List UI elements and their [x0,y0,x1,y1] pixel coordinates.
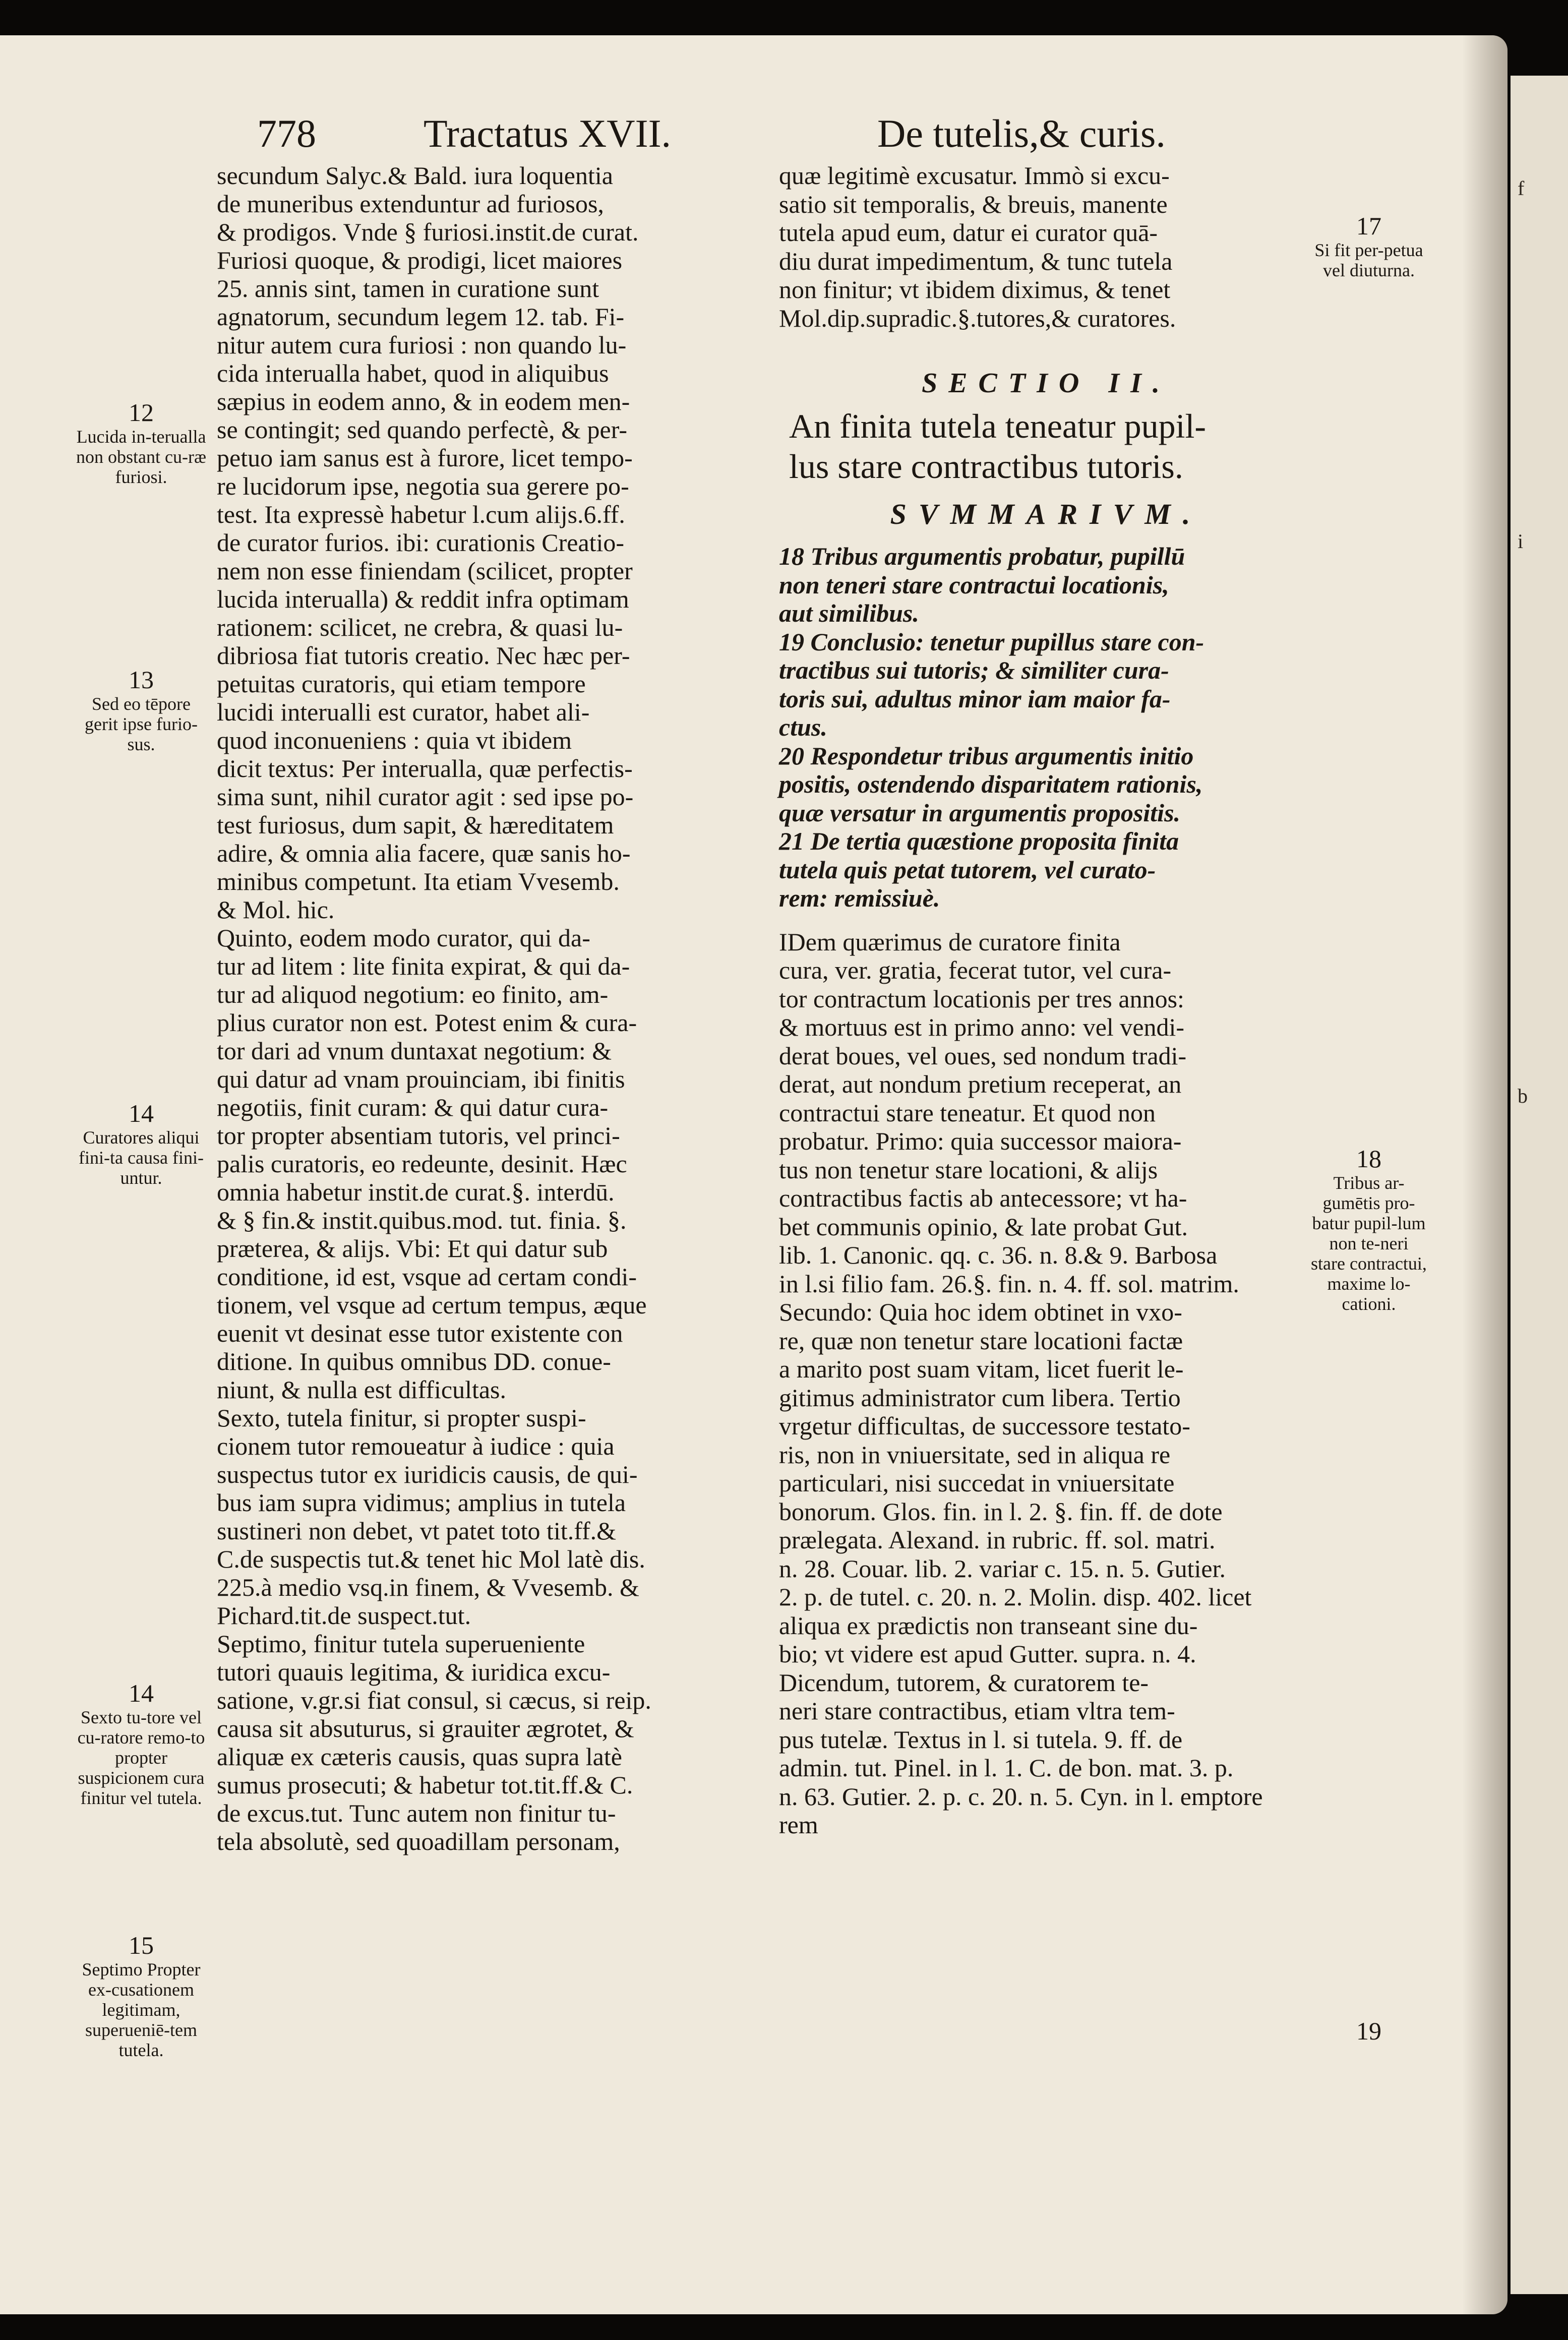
text-line: lib. 1. Canonic. qq. c. 36. n. 8.& 9. Barbosa [779,1241,1218,1269]
page-gutter-shadow [1462,35,1507,2314]
text-line: Sexto, tutela finitur, si propter suspi- [217,1404,586,1432]
text-line: omnia habetur instit.de curat.§. interdū. [217,1178,615,1206]
page-number: 778 [257,111,316,155]
section-title-line-2: lus stare contractibus tutoris. [789,447,1183,486]
left-text-column [217,161,756,1855]
text-line: ditione. In quibus omnibus DD. conue- [217,1347,611,1375]
text-line: sumus prosecuti; & habetur tot.tit.ff.& C. [217,1771,633,1799]
text-line: pus tutelæ. Textus in l. si tutela. 9. ff. de [779,1725,1183,1754]
text-line: 225.à medio vsq.in finem, & Vvesemb. & [217,1573,639,1601]
margin-note-14b: 14 Sexto tu-tore vel cu-ratore remo-to propter suspicionem cura finitur vel tutela. [77,1679,205,1808]
text-line: admin. tut. Pinel. in l. 1. C. de bon. mat. 3. p. [779,1754,1234,1782]
text-line: C.de suspectis tut.& tenet hic Mol latè dis. [217,1545,645,1573]
text-line: prælegata. Alexand. in rubric. ff. sol. matri. [779,1526,1216,1554]
summary-item: quæ versatur in argumentis propositis. [779,798,1181,827]
text-line: tionem, vel vsque ad certum tempus, æque [217,1291,647,1319]
text-line: & Mol. hic. [217,895,335,924]
text-line: probatur. Primo: quia successor maiora- [779,1127,1182,1155]
text-line: sæpius in eodem anno, & in eodem men- [217,387,630,415]
text-line: lucida interualla) & reddit infra optimam [217,585,629,613]
text-line: tor dari ad vnum duntaxat negotium: & [217,1037,612,1065]
summary-item: positis, ostendendo disparitatem rationis, [779,770,1203,798]
text-line: test furiosus, dum sapit, & hæreditatem [217,811,614,839]
margin-note-19: 19 [1356,2017,1381,2045]
right-text-column [779,161,1313,1839]
margin-note-17: 17 Si fit per-petua vel diuturna. [1314,212,1423,280]
text-line: Mol.dip.supradic.§.tutores,& curatores. [779,304,1176,332]
text-line: bus iam supra vidimus; amplius in tutela [217,1488,626,1517]
summary-item: rem: remissiuè. [779,884,940,912]
text-line: non finitur; vt ibidem diximus, & tenet [779,275,1171,304]
adjacent-page-fragment: i [1518,530,1524,553]
summary-item: ctus. [779,713,827,741]
text-line: tur ad litem : lite finita expirat, & qui da- [217,952,630,980]
margin-note-12: 12 Lucida in-terualla non obstant cu-ræ furiosi. [76,398,206,487]
text-line: a marito post suam vitam, licet fuerit le- [779,1355,1184,1383]
text-line: gitimus administrator cum libera. Tertio [779,1383,1181,1412]
text-line: bonorum. Glos. fin. in l. 2. §. fin. ff. de dote [779,1497,1223,1526]
margin-note-18: 18 Tribus ar-gumētis pro-batur pupil-lum non te-neri stare contractui, maxime lo-cationi. [1311,1145,1427,1314]
text-line: plius curator non est. Potest enim & cura- [217,1008,637,1037]
text-line: nem non esse finiendam (scilicet, propter [217,557,633,585]
text-line: dibriosa fiat tutoris creatio. Nec hæc per- [217,641,630,670]
text-line: quod inconueniens : quia vt ibidem [217,726,572,754]
summary-item: tutela quis petat tutorem, vel curato- [779,855,1156,884]
summary-item: non teneri stare contractui locationis, [779,570,1169,599]
text-line: satio sit temporalis, & breuis, manente [779,190,1168,218]
running-title-left: Tractatus XVII. [424,111,672,155]
text-line: rem [779,1811,818,1839]
text-line: re lucidorum ipse, negotia sua gerere po- [217,472,629,500]
text-line: causa sit absuturus, si grauiter ægrotet, & [217,1714,634,1743]
text-line: tutela apud eum, datur ei curator quā- [779,218,1158,247]
text-line: in l.si filio fam. 26.§. fin. n. 4. ff. sol. matrim. [779,1269,1239,1298]
summary-item: 20 Respondetur tribus argumentis initio [779,741,1194,770]
right-column-body-text [779,928,1313,1839]
text-line: rationem: scilicet, ne crebra, & quasi lu- [217,613,623,641]
adjacent-page-fragment: f [1518,177,1525,200]
text-line: nitur autem cura furiosi : non quando lu- [217,331,627,359]
text-line: ris, non in vniuersitate, sed in aliqua re [779,1440,1171,1469]
text-line: Secundo: Quia hoc idem obtinet in vxo- [779,1298,1182,1326]
text-line: contractui stare teneatur. Et quod non [779,1098,1156,1127]
text-line: Quinto, eodem modo curator, qui da- [217,924,590,952]
text-line: cura, ver. gratia, fecerat tutor, vel cura- [779,956,1172,984]
text-line: agnatorum, secundum legem 12. tab. Fi- [217,303,625,331]
margin-note-13: 13 Sed eo tēpore gerit ipse furio-sus. [85,666,198,754]
text-line: contractibus factis ab antecessore; vt ha- [779,1184,1187,1212]
text-line: tur ad aliquod negotium: eo finito, am- [217,980,609,1008]
text-line: bio; vt videre est apud Gutter. supra. n. 4. [779,1640,1196,1668]
text-line: tutori quauis legitima, & iuridica excu- [217,1658,611,1686]
text-line: cionem tutor remoueatur à iudice : quia [217,1432,615,1460]
summary-label: SVMMARIVM. [890,498,1202,530]
text-line: qui datur ad vnam prouinciam, ibi finitis [217,1065,625,1093]
text-line: particulari, nisi succedat in vniuersitate [779,1469,1175,1497]
right-column-top-text [779,161,1313,332]
text-line: lucidi interualli est curator, habet ali- [217,698,590,726]
text-line: bet communis opinio, & late probat Gut. [779,1212,1188,1241]
summary-item: 18 Tribus argumentis probatur, pupillū [779,542,1185,570]
text-line: Dicendum, tutorem, & curatorem te- [779,1668,1149,1697]
summary-item: toris sui, adultus minor iam maior fa- [779,684,1171,713]
text-line: IDem quærimus de curatore finita [779,927,1121,956]
text-line: quæ legitimè excusatur. Immò si excu- [779,161,1170,190]
text-line: petuo iam sanus est à furore, licet tempo- [217,444,633,472]
text-line: derat, aut nondum pretium receperat, an [779,1070,1182,1098]
text-line: conditione, id est, vsque ad certam condi- [217,1263,637,1291]
text-line: tus non tenetur stare locationi, & alijs [779,1155,1158,1184]
summary-item: 21 De tertia quæstione proposita finita [779,827,1179,855]
text-line: & prodigos. Vnde § furiosi.instit.de curat. [217,218,639,246]
text-line: negotiis, finit curam: & qui datur cura- [217,1093,609,1121]
summary-item: aut similibus. [779,599,919,627]
text-line: test. Ita expressè habetur l.cum alijs.6.ff. [217,500,625,528]
text-line: & mortuus est in primo anno: vel vendi- [779,1013,1185,1041]
section-title-line-1: An finita tutela teneatur pupil- [789,407,1207,445]
adjacent-page-edge [1511,76,1568,2294]
text-line: n. 28. Couar. lib. 2. variar c. 15. n. 5. Gutier. [779,1554,1226,1583]
section-label: SECTIO II. [922,368,1171,399]
text-line: derat boues, vel oues, sed nondum tradi- [779,1041,1187,1070]
margin-note-15: 15 Septimo Propter ex-cusationem legitimam, superueniē-tem tutela. [82,1931,201,2060]
text-line: de excus.tut. Tunc autem non finitur tu- [217,1799,616,1827]
text-line: & § fin.& instit.quibus.mod. tut. finia. §. [217,1206,627,1234]
text-line: Septimo, finitur tutela superueniente [217,1630,585,1658]
text-line: sima sunt, nihil curator agit : sed ipse po- [217,783,634,811]
text-line: niunt, & nulla est difficultas. [217,1375,506,1404]
text-line: præterea, & alijs. Vbi: Et qui datur sub [217,1234,608,1263]
text-line: 25. annis sint, tamen in curatione sunt [217,274,599,303]
text-line: petuitas curatoris, qui etiam tempore [217,670,586,698]
text-line: suspectus tutor ex iuridicis causis, de qui- [217,1460,638,1488]
text-line: aliqua ex prædictis non transeant sine du- [779,1611,1198,1640]
text-line: tela absolutè, sed quoadillam personam, [217,1827,620,1855]
text-line: vrgetur difficultas, de successore testato- [779,1412,1190,1440]
text-line: satione, v.gr.si fiat consul, si cæcus, si reip. [217,1686,651,1714]
summary-item: tractibus sui tutoris; & similiter cura- [779,656,1169,684]
text-line: de curator furios. ibi: curationis Creatio- [217,528,625,557]
text-line: minibus competunt. Ita etiam Vvesemb. [217,867,620,895]
text-line: cida interualla habet, quod in aliquibus [217,359,609,387]
text-line: secundum Salyc.& Bald. iura loquentia [217,161,613,190]
summary-list [779,542,1313,913]
text-line: se contingit; sed quando perfectè, & per- [217,415,627,444]
text-line: euenit vt desinat esse tutor existente con [217,1319,623,1347]
running-header [257,111,1376,161]
margin-note-14a: 14 Curatores aliqui fini-ta causa fini-untur. [79,1099,204,1188]
adjacent-page-fragment: b [1518,1085,1528,1107]
text-line: aliquæ ex cæteris causis, quas supra latè [217,1743,622,1771]
text-line: neri stare contractibus, etiam vltra tem- [779,1697,1175,1725]
text-line: re, quæ non tenetur stare locationi factæ [779,1326,1183,1355]
text-line: Pichard.tit.de suspect.tut. [217,1601,471,1630]
running-title-right: De tutelis,& curis. [877,111,1166,155]
text-line: tor propter absentiam tutoris, vel princi- [217,1121,620,1150]
summary-item: 19 Conclusio: tenetur pupillus stare con- [779,627,1204,656]
text-line: de muneribus extenduntur ad furiosos, [217,190,604,218]
text-line: diu durat impedimentum, & tunc tutela [779,247,1173,275]
text-line: n. 63. Gutier. 2. p. c. 20. n. 5. Cyn. in l. emptore [779,1782,1263,1811]
text-line: Furiosi quoque, & prodigi, licet maiores [217,246,623,274]
text-line: sustineri non debet, vt patet toto tit.ff.& [217,1517,617,1545]
text-line: tor contractum locationis per tres annos: [779,984,1184,1013]
text-line: adire, & omnia alia facere, quæ sanis ho- [217,839,631,867]
text-line: palis curatoris, eo redeunte, desinit. Hæc [217,1150,627,1178]
text-line: 2. p. de tutel. c. 20. n. 2. Molin. disp. 402. licet [779,1583,1252,1611]
text-line: dicit textus: Per interualla, quæ perfectis- [217,754,633,783]
